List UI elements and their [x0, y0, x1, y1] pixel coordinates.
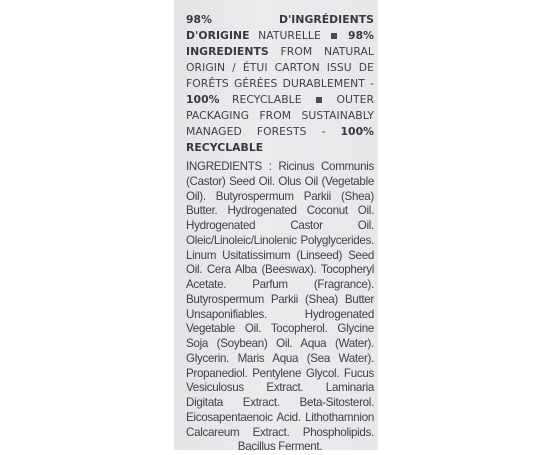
claim-packaging-en: OUTER PACKAGING FROM SUSTAINABLY MANAGED FORESTS -: [186, 93, 375, 138]
natural-origin-claims: [186, 12, 374, 156]
square-separator-icon: [331, 33, 337, 39]
claim-natural-origin-fr: 98% D'INGRÉDIENTS D'ORIGINE: [186, 13, 374, 42]
claim-packaging-fr: FROM NATURAL ORIGIN / ÉTUI CARTON ISSU DE FORÊTS GÉRÉES DURABLEMENT -: [186, 45, 374, 90]
claim-recyclable-fr: RECYCLABLE: [231, 93, 302, 106]
claim-natural-origin-en: 98% INGREDIENTS: [186, 29, 375, 58]
square-separator-icon: [316, 97, 322, 103]
claim-100-en: 100% RECYCLABLE: [186, 125, 375, 154]
claim-100-fr: 100%: [186, 93, 220, 106]
ingredients-list: INGREDIENTS : Ricinus Communis (Castor) Seed Oil. Olus Oil (Vegetable Oil). Butyrospermum Parkii (Shea) Butter. Hydrogenated Coconut Oil. Hydrogenated Castor Oil. Oleic/Linoleic/Linolenic Polyglycerides. Linum Usitatissimum (Linseed) Seed Oil. Cera Alba (Beeswax). Tocopheryl Acetate. Parfum (Fragrance). Butyrospermum Parkii (Shea) Butter Unsaponifiables. Hydrogenated Vegetable Oil. Tocopherol. Glycine Soja (Soybean) Oil. Aqua (Water). Glycerin. Maris Aqua (Sea Water). Propanediol. Pentylene Glycol. Fucus Vesiculosus Extract. Laminaria Digitata Extract. Beta-Sitosterol. Eicosapentaenoic Acid. Lithothamnion Calcareum Extract. Phospholipids. Bacillus Ferment.: [186, 160, 374, 454]
claim-naturelle: NATURELLE: [258, 29, 321, 42]
product-label-panel: [174, 0, 378, 454]
